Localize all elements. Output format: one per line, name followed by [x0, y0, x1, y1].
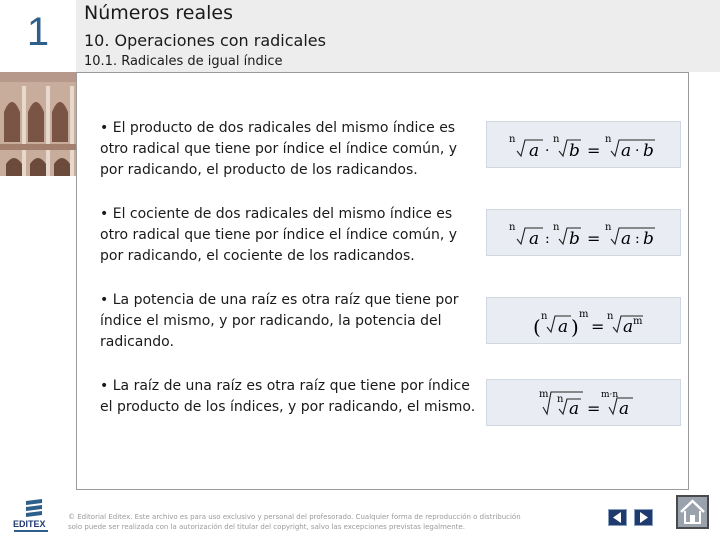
formula-power [486, 297, 681, 344]
keyword-potencia: potencia [133, 292, 195, 308]
arrow-right-icon [635, 510, 652, 525]
index-n: n [605, 134, 612, 145]
radicand-b: b [569, 141, 580, 161]
next-button[interactable] [634, 509, 653, 526]
formula-root [486, 379, 681, 426]
chapter-tab [0, 0, 76, 72]
formula-power-graphic [487, 298, 682, 345]
radicand-a: a [619, 399, 630, 419]
copyright-notice [68, 512, 521, 532]
paren-close: ) [571, 315, 579, 339]
formula-quotient [486, 209, 681, 256]
index-n: n [541, 311, 548, 322]
index-m: m [539, 389, 549, 400]
previous-button[interactable] [608, 509, 627, 526]
home-button[interactable] [676, 495, 709, 529]
index-n: n [509, 222, 516, 233]
index-n: n [557, 394, 564, 405]
operator: · [635, 143, 640, 159]
operator: : [545, 231, 550, 247]
article: El [112, 206, 126, 222]
decorative-arches-image [0, 72, 76, 176]
property-quotient-text [100, 204, 480, 267]
exponent-m: m [633, 316, 643, 327]
keyword-producto: producto [129, 120, 193, 136]
formula-quotient-graphic [487, 210, 682, 257]
equals: = [591, 317, 605, 336]
chapter-number: 1 [26, 10, 50, 54]
copyright-line-2: solo puede ser realizada con la autorización del titular del copyright, salvo las excepciones previstas legalmente. [68, 523, 465, 531]
operator: · [545, 143, 550, 159]
formula-root-graphic [487, 380, 682, 427]
editex-logo [12, 498, 52, 534]
bullet: • [100, 378, 109, 394]
equals: = [587, 229, 601, 248]
keyword-cociente: cociente [129, 206, 190, 222]
index-n: n [553, 222, 560, 233]
radicand-a: a [621, 229, 632, 249]
radicand-b: b [643, 141, 654, 161]
formula-product-graphic [487, 122, 682, 169]
home-icon [678, 497, 707, 527]
equals: = [587, 399, 601, 418]
radicand-a: a [621, 141, 632, 161]
description: de dos radicales del mismo índice es otro radical que tiene por índice el índice común, y por radicando, el producto de los radicandos. [100, 120, 458, 178]
description: de una raíz es otra raíz que tiene por índice el producto de los índices, y por radicando, el mismo. [100, 378, 476, 415]
article: La [112, 292, 130, 308]
property-power-text [100, 290, 480, 353]
radicand-b: b [643, 229, 654, 249]
bullet: • [100, 206, 109, 222]
description: de dos radicales del mismo índice es otro radical que tiene por índice el índice común, y por radicando, el cociente de los radicandos. [100, 206, 458, 264]
arrow-left-icon [609, 510, 626, 525]
editex-logo-graphic [12, 498, 52, 534]
radicand-a: a [529, 141, 540, 161]
formula-product [486, 121, 681, 168]
index-n: n [605, 222, 612, 233]
section-title: 10. Operaciones con radicales [84, 31, 326, 50]
property-product-text [100, 118, 480, 181]
radicand-a: a [623, 317, 634, 337]
equals: = [587, 141, 601, 160]
index-n: n [509, 134, 516, 145]
paren-open: ( [533, 315, 541, 339]
arches-illustration [0, 72, 76, 176]
index-n: n [553, 134, 560, 145]
logo-text: EDITEX [13, 519, 46, 529]
article: La [112, 378, 130, 394]
description: de una raíz es otra raíz que tiene por índice el mismo, y por radicando, la potencia del radicando. [100, 292, 459, 350]
radicand-a: a [569, 399, 580, 419]
index-n: n [607, 311, 614, 322]
copyright-line-1: © Editorial Editex. Este archivo es para uso exclusivo y personal del profesorado. Cualquier forma de reproducción o distribución [68, 513, 521, 521]
bullet: • [100, 120, 109, 136]
page-title: Números reales [84, 2, 234, 24]
property-root-text [100, 376, 480, 418]
radicand-a: a [529, 229, 540, 249]
radicand-a: a [558, 317, 569, 337]
exponent-m: m [579, 309, 589, 320]
index-mn: m·n [601, 390, 619, 400]
subsection-title: 10.1. Radicales de igual índice [84, 54, 283, 69]
radicand-b: b [569, 229, 580, 249]
keyword-raiz: raíz [133, 378, 160, 394]
article: El [112, 120, 126, 136]
bullet: • [100, 292, 109, 308]
operator: : [635, 231, 640, 247]
